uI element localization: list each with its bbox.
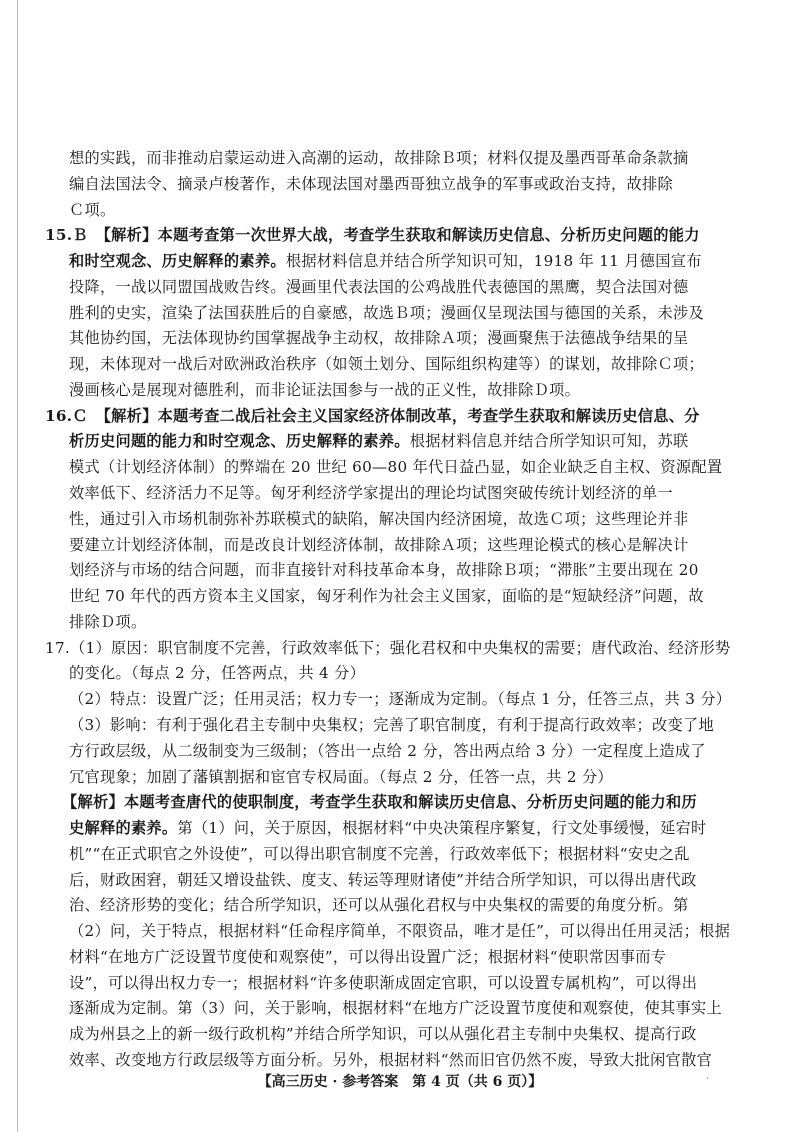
q17-part1-line-2: 的变化。（每点 2 分，任答两点，共 4 分） (69, 664, 366, 682)
q16-line-2 (69, 431, 689, 451)
q16-line-5: 性，通过引入市场机制弥补苏联模式的缺陷，解决国内经济困境，故选Ｃ项；这些理论并非 (69, 510, 689, 528)
q17-analysis-line-11-row (69, 1050, 712, 1070)
q15-line-2-rest: 根据材料信息并结合所学知识可知，1918 年 11 月德国宣布 (285, 252, 702, 270)
q16-line-2-bold: 析历史问题的能力和时空观念、历史解释的素养。 (69, 432, 410, 450)
q15-line-5: 其他协约国，无法体现协约国掌握战争主动权，故排除Ａ项；漫画聚焦于法德战争结果的呈 (69, 329, 689, 347)
page-footer: 【高三历史 · 参考答案 第 4 页（共 6 页）】 (257, 1074, 543, 1090)
q17-analysis-line-10: 成为州县之上的新一级行政机构”并结合所学知识，可以从强化君主专制中央集权、提高行政 (69, 1025, 697, 1043)
q17-analysis-line-6: （2）问，关于特点，根据材料“任命程序简单，不限资品，唯才是任”，可以得出任用灵活；根据 (69, 922, 731, 940)
q16-heading: 16.Ｃ 【解析】本题考查二战后社会主义国家经济体制改革，考查学生获取和解读历史信息、分 (45, 407, 700, 425)
q16-line-7: 划经济与市场的结合问题，而非直接针对科技革命本身，故排除Ｂ项；“滞胀”主要出现在 20 (69, 561, 699, 579)
q17-analysis-line-9-row (69, 998, 722, 1018)
footer-mark: · (706, 1074, 710, 1085)
q17-analysis-line-9: 逐渐成为定制。第（3）问，关于影响，根据材料“在地方广泛设置节度使和观察使，使其事实上 (69, 999, 723, 1017)
q16-line-9: 排除Ｄ项。 (69, 613, 147, 631)
q15-line-2 (69, 251, 702, 271)
q17-part2: （2）特点：设置广泛；任用灵活；权力专一；逐渐成为定制。（每点 1 分，任答三点，共 3 分） (69, 690, 732, 708)
q17-analysis-line-11: 效率、改变地方行政层级等方面分析。另外，根据材料“然而旧官仍然不废，导致大批闲官散官 (69, 1051, 713, 1069)
q16-line-4: 效率低下、经济活力不足等。匈牙利经济学家提出的理论均试图突破传统计划经济的单一 (69, 484, 674, 502)
q17-analysis-line-5: 治、经济形势的变化；结合所学知识，还可以从强化君权与中央集权的需要的角度分析。第 (69, 896, 689, 914)
q15-line-6: 现，未体现对一战后对欧洲政治秩序（如领土划分、国际组织构建等）的谋划，故排除Ｃ项； (69, 355, 704, 373)
q17-analysis-line-2-rest: 第（1）问，关于原因，根据材料“中央决策程序繁复，行文处事缓慢，延宕时 (177, 819, 707, 837)
q17-analysis-heading: 【解析】本题考查唐代的使职制度，考查学生获取和解读历史信息、分析历史问题的能力和历 (62, 793, 697, 811)
q17-analysis-line-7-row (69, 947, 666, 967)
q15-line-2-bold: 和时空观念、历史解释的素养。 (69, 252, 286, 270)
q15-heading: 15.Ｂ 【解析】本题考查第一次世界大战，考查学生获取和解读历史信息、分析历史问题的能力 (45, 226, 700, 244)
q15-line-3: 投降，一战以同盟国战败告终。漫画里代表法国的公鸡战胜代表德国的黑鹰，契合法国对德 (69, 278, 689, 296)
q14-line-2: 编自法国法令、摘录卢梭著作，未体现法国对墨西哥独立战争的军事或政治支持，故排除 (69, 175, 674, 193)
q15-line-7: 漫画核心是展现对德胜利，而非论证法国参与一战的正义性，故排除Ｄ项。 (69, 381, 581, 399)
q17-analysis-line-4: 后，财政困窘，朝廷又增设盐铁、度支、转运等理财诸使”并结合所学知识，可以得出唐代政 (69, 871, 697, 889)
q14-line-3: Ｃ项。 (69, 201, 116, 219)
q17-part3-line-3: 冗官现象；加剧了藩镇割据和宦官专权局面。（每点 2 分，任答一点，共 2 分） (69, 768, 613, 786)
q17-part3-line-1: （3）影响：有利于强化君主专制中央集权；完善了职官制度，有利于提高行政效率；改变了地 (69, 716, 714, 734)
q17-analysis-line-2-bold: 史解释的素养。 (69, 819, 178, 837)
q17-analysis-line-10-row (69, 1024, 697, 1044)
q17-part3-line-2: 方行政层级，从二级制变为三级制；（答出一点给 2 分，答出两点给 3 分）一定程度上造成了 (69, 742, 706, 760)
q17-part1-line-1: 17.（1）原因：职官制度不完善，行政效率低下；强化君权和中央集权的需要；唐代政治、经济形势 (45, 639, 731, 657)
q16-line-3: 模式（计划经济体制）的弊端在 20 世纪 60—80 年代日益凸显，如企业缺乏自主权、资源配置 (69, 458, 723, 476)
q15-line-4: 胜利的史实，渲染了法国获胜后的自豪感，故选Ｂ项；漫画仅呈现法国与德国的关系，未涉及 (69, 304, 704, 322)
q17-analysis-line-6-row (69, 921, 730, 941)
q17-analysis-line-3: 机”“在正式职官之外设使”，可以得出职官制度不完善，行政效率低下；根据材料“安史之乱 (69, 845, 690, 863)
q17-analysis-line-2 (69, 818, 707, 838)
q16-line-8: 世纪 70 年代的西方资本主义国家，匈牙利作为社会主义国家，面临的是“短缺经济”问题，故 (69, 587, 704, 605)
q17-analysis-line-7: 材料“在地方广泛设置节度使和观察使”，可以得出设置广泛；根据材料“使职常因事而专 (69, 948, 667, 966)
q17-analysis-line-8-row (69, 973, 697, 993)
q17-analysis-line-8: 设”，可以得出权力专一；根据材料“许多使职渐成固定官职，可以设置专属机构”，可以得出 (69, 974, 698, 992)
q16-line-6: 要建立计划经济体制，而是改良计划经济体制，故排除Ａ项；这些理论模式的核心是解决计 (69, 536, 689, 554)
q16-line-2-rest: 根据材料信息并结合所学知识可知，苏联 (409, 432, 689, 450)
q14-line-1: 想的实践，而非推动启蒙运动进入高潮的运动，故排除Ｂ项；材料仅提及墨西哥革命条款摘 (69, 149, 689, 167)
